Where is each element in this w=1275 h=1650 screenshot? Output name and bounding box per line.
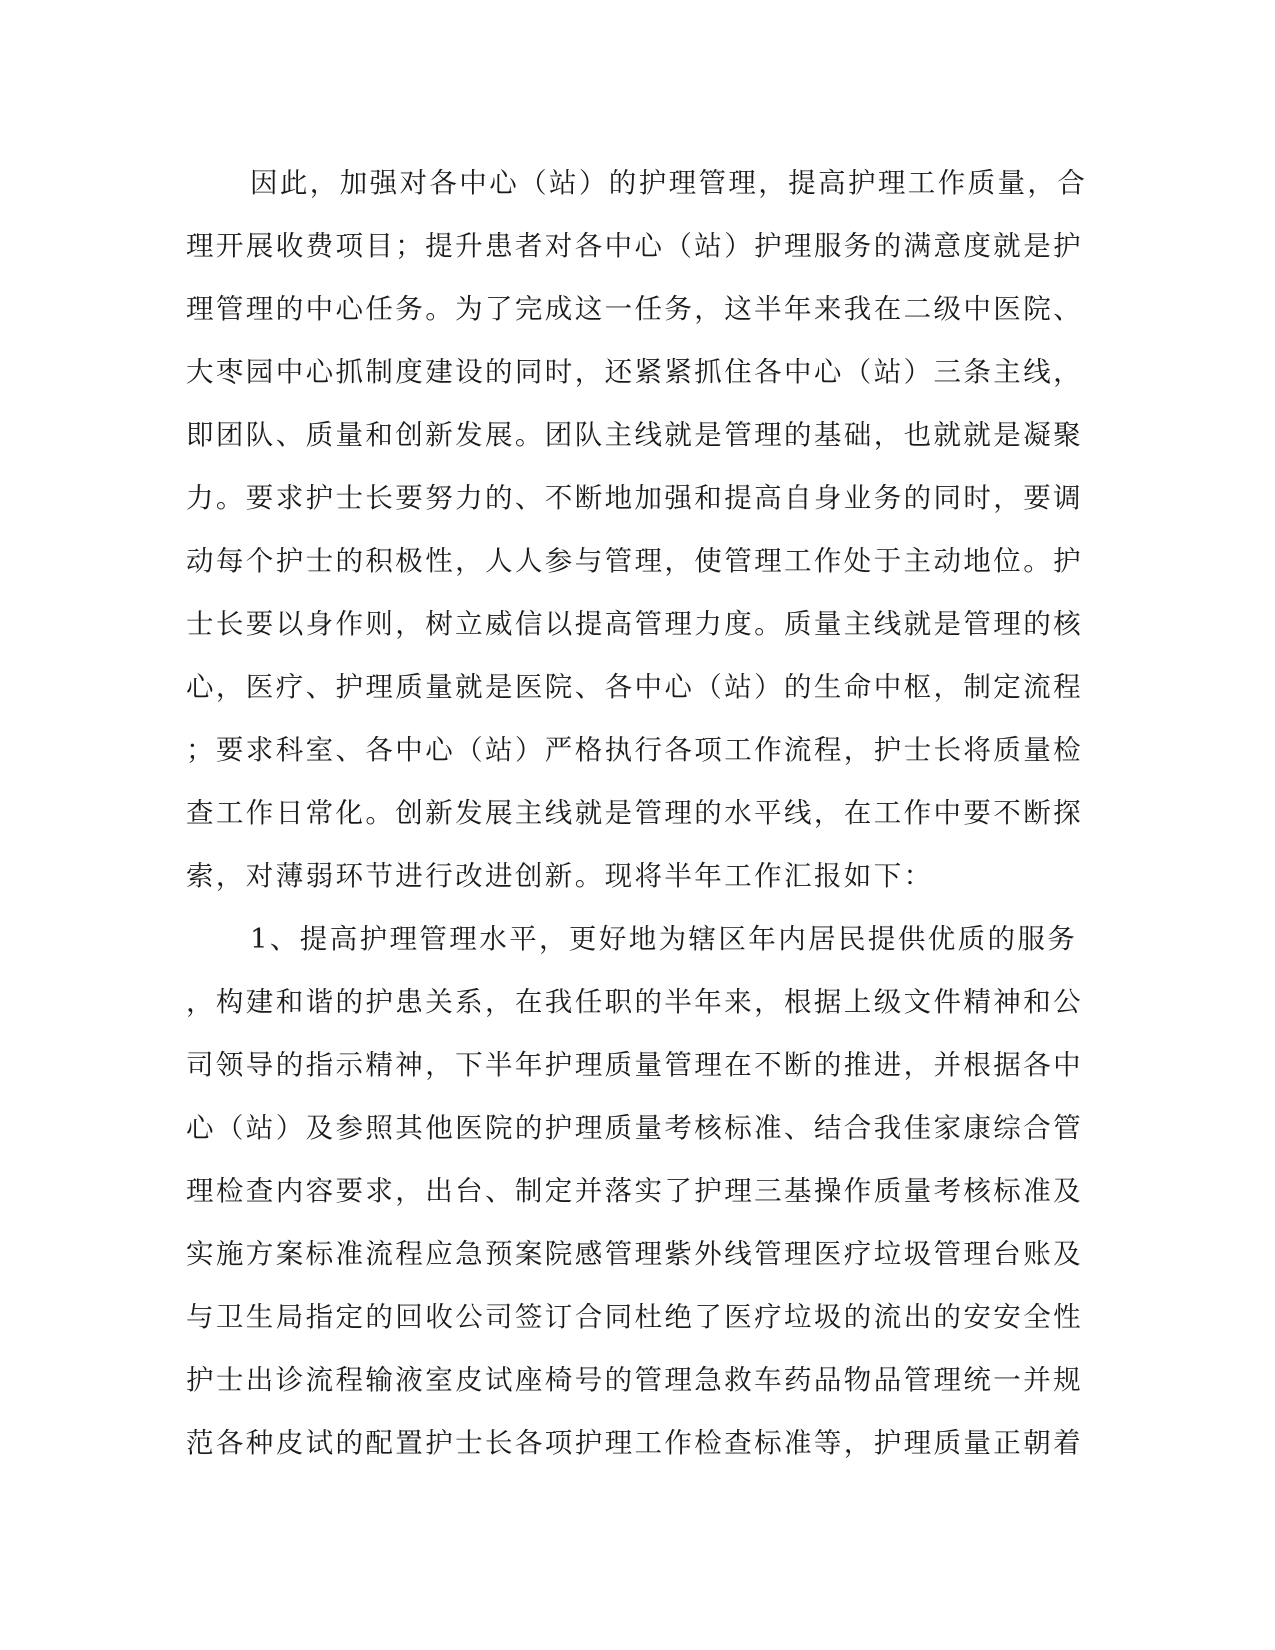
paragraph-2-line-7: 与卫生局指定的回收公司签订合同杜绝了医疗垃圾的流出的安安全性 xyxy=(186,1301,1083,1333)
paragraph-2-line-1: 1、提高护理管理水平，更好地为辖区年内居民提供优质的服务 xyxy=(250,923,1078,955)
paragraph-1-line-10: ；要求科室、各中心（站）严格执行各项工作流程，护士长将质量检 xyxy=(186,734,1083,766)
paragraph-1-line-11: 查工作日常化。创新发展主线就是管理的水平线，在工作中要不断探 xyxy=(186,797,1083,829)
paragraph-1-line-12: 索，对薄弱环节进行改进创新。现将半年工作汇报如下： xyxy=(186,860,934,892)
paragraph-1-line-7: 动每个护士的积极性，人人参与管理，使管理工作处于主动地位。护 xyxy=(186,545,1083,577)
paragraph-1-line-1: 因此，加强对各中心（站）的护理管理，提高护理工作质量，合 xyxy=(250,167,1088,199)
paragraph-1-line-2: 理开展收费项目；提升患者对各中心（站）护理服务的满意度就是护 xyxy=(186,230,1083,262)
paragraph-1-line-9: 心，医疗、护理质量就是医院、各中心（站）的生命中枢，制定流程 xyxy=(186,671,1083,703)
paragraph-2-line-8: 护士出诊流程输液室皮试座椅号的管理急救车药品物品管理统一并规 xyxy=(186,1364,1083,1396)
paragraph-1-line-5: 即团队、质量和创新发展。团队主线就是管理的基础，也就就是凝聚 xyxy=(186,419,1083,451)
document-body xyxy=(186,152,1088,1475)
paragraph-1-line-4: 大枣园中心抓制度建设的同时，还紧紧抓住各中心（站）三条主线， xyxy=(186,356,1083,388)
paragraph-2-line-6: 实施方案标准流程应急预案院感管理紫外线管理医疗垃圾管理台账及 xyxy=(186,1238,1083,1270)
paragraph-1-line-8: 士长要以身作则，树立威信以提高管理力度。质量主线就是管理的核 xyxy=(186,608,1083,640)
paragraph-2-line-2: ，构建和谐的护患关系，在我任职的半年来，根据上级文件精神和公 xyxy=(186,986,1083,1018)
paragraph-1-line-6: 力。要求护士长要努力的、不断地加强和提高自身业务的同时，要调 xyxy=(186,482,1083,514)
paragraph-2-line-3: 司领导的指示精神，下半年护理质量管理在不断的推进，并根据各中 xyxy=(186,1049,1083,1081)
paragraph-2-line-4: 心（站）及参照其他医院的护理质量考核标准、结合我佳家康综合管 xyxy=(186,1112,1083,1144)
paragraph-2-line-5: 理检查内容要求，出台、制定并落实了护理三基操作质量考核标准及 xyxy=(186,1175,1083,1207)
paragraph-1-line-3: 理管理的中心任务。为了完成这一任务，这半年来我在二级中医院、 xyxy=(186,293,1083,325)
paragraph-2-line-9: 范各种皮试的配置护士长各项护理工作检查标准等，护理质量正朝着 xyxy=(186,1427,1083,1459)
